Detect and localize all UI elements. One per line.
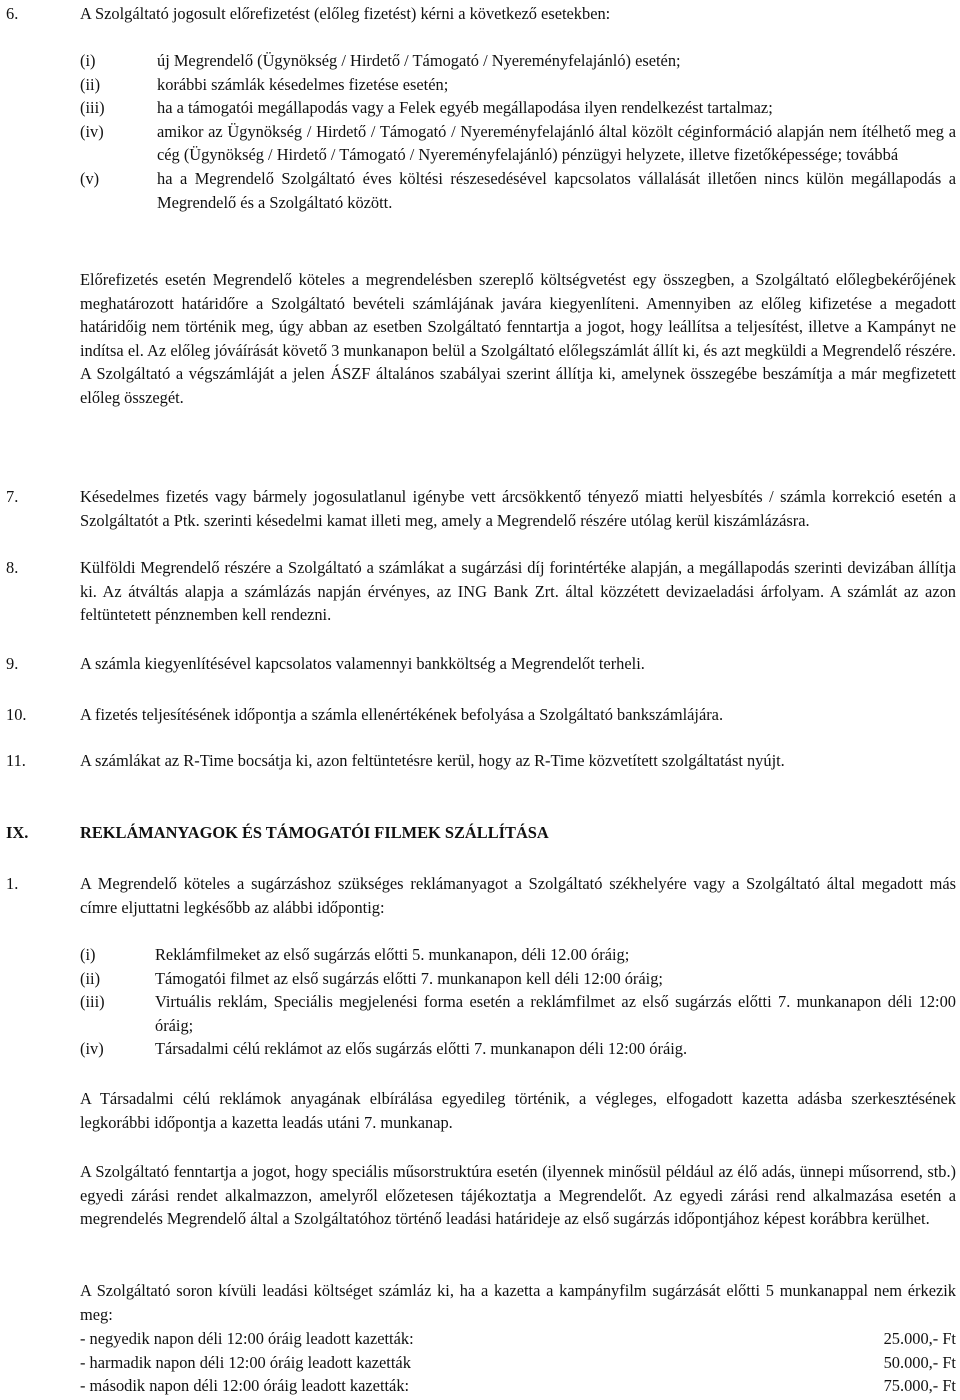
list-marker: (iii) (80, 992, 105, 1012)
section-number: 9. (6, 654, 19, 673)
list-item (80, 73, 956, 97)
section-number: 8. (6, 558, 19, 577)
fee-label: - negyedik napon déli 12:00 óráig leadott kazetták: (80, 1329, 414, 1348)
list-marker: (ii) (80, 74, 101, 94)
list-item-text: korábbi számlák késedelmes fizetése esetén; (157, 74, 449, 94)
list-marker: (iii) (80, 98, 105, 118)
list-item (80, 1037, 956, 1061)
fee-row (80, 1374, 956, 1398)
list-item (80, 967, 956, 991)
section-intro: A Megrendelő köteles a sugárzáshoz szükséges reklámanyagot a Szolgáltató székhelyére vagy a Szolgáltató által megadott más címre eljuttatni legkésőbb az alábbi időpontig: (80, 874, 956, 917)
section-text: A fizetés teljesítésének időpontja a számla ellenértékének befolyása a Szolgáltató bankszámlájára. (80, 705, 724, 724)
prepayment-paragraph: Előrefizetés esetén Megrendelő köteles a megrendelésben szereplő költségvetést egy összegben, a Szolgáltató előlegbekérőjének meghatározott határidőre a Szolgáltató bevételi számlájának javára kiegyenlíteni. Amennyiben az előleg kifizetése a megadott határidőig nem történik meg, úgy abban az esetben Szolgáltató fenntartja a jogot, hogy leállítsa a teljesítést, illetve a Kampányt ne indítsa el. Az előleg jóváírását követő 3 munkanapon belül a Szolgáltató előlegszámlát állít ki, és azt megküldi a Megrendelő részére. A Szolgáltató a végszámláját a jelen ÁSZF általános szabályai szerint állítja ki, amelynek összegébe beszámítja a már megfizetett előleg összegét. (80, 270, 956, 407)
list-item (80, 120, 956, 167)
list-marker: (iv) (80, 1039, 104, 1059)
list-item-text: új Megrendelő (Ügynökség / Hirdető / Támogató / Nyereményfelajánló) esetén; (157, 51, 681, 70)
list-item (80, 943, 956, 967)
fee-label: - harmadik napon déli 12:00 óráig leadott kazetták (80, 1352, 411, 1372)
list-item-text: ha a Megrendelő Szolgáltató éves költési részesedésével kapcsolatos vállalását illetően nincs külön megállapodás a Megrendelő és a Szolgáltató között. (157, 168, 956, 212)
section-text: A számlákat az R-Time bocsátja ki, azon feltüntetésre kerül, hogy az R-Time közvetített szolgáltatást nyújt. (80, 751, 785, 770)
delivery-deadline-list (80, 943, 956, 1061)
list-marker: (v) (80, 168, 100, 188)
section-number: 7. (6, 487, 19, 506)
list-item-text: Virtuális reklám, Speciális megjelenési forma esetén a reklámfilmet az első sugárzás előtti 7. munkanapon déli 12:00 óráig; (155, 992, 956, 1035)
list-item (80, 49, 956, 73)
fee-amount: 25.000,- Ft (883, 1329, 956, 1348)
fee-label: - második napon déli 12:00 óráig leadott kazetták: (80, 1376, 410, 1396)
section-text: Késedelmes fizetés vagy bármely jogosulatlanul igénybe vett árcsökkentő tényező miatti helyesbítés / számla korrekció esetén a Szolgáltatót a Ptk. szerinti késedelmi kamat illeti meg, amely a Megrendelő részére utólag kerül kiszámlázásra. (80, 487, 956, 530)
list-item (80, 167, 956, 214)
list-marker: (ii) (80, 968, 101, 988)
fee-amount: 50.000,- Ft (883, 1352, 956, 1372)
list-item-text: Reklámfilmeket az első sugárzás előtti 5. munkanapon, déli 12.00 óráig; (155, 945, 630, 964)
section-text: A számla kiegyenlítésével kapcsolatos valamennyi bankköltség a Megrendelőt terheli. (80, 654, 645, 673)
public-service-ad-paragraph: A Társadalmi célú reklámok anyagának elbírálása egyedileg történik, a végleges, elfogadott kazetta adásba szerkesztésének legkorábbi időpontja a kazetta leadás utáni 7. munkanap. (80, 1089, 956, 1132)
list-item-text: ha a támogatói megállapodás vagy a Felek egyéb megállapodása ilyen rendelkezést tartalmaz; (157, 98, 773, 118)
section-number: 10. (6, 705, 27, 724)
fee-list (80, 1327, 956, 1398)
chapter-number: IX. (6, 823, 29, 842)
section-intro: A Szolgáltató jogosult előrefizetést (előleg fizetést) kérni a következő esetekben: (80, 4, 611, 23)
list-item-text: Támogatói filmet az első sugárzás előtti 7. munkanapon kell déli 12:00 óráig; (155, 968, 663, 988)
list-item-text: Társadalmi célú reklámot az elős sugárzás előtti 7. munkanapon déli 12:00 óráig. (155, 1039, 688, 1059)
section-number: 6. (6, 4, 19, 23)
section-text: Külföldi Megrendelő részére a Szolgáltató a számlákat a sugárzási díj forintértéke alapján, a megállapodás szerinti devizában állítja ki. Az átváltás alapja a számlázás napján érvényes, az ING Bank Zrt. által közzétett devizaeladási árfolyam. A számlát az azon feltüntetett pénznemben kell rendezni. (80, 558, 956, 625)
list-item (80, 990, 956, 1037)
list-marker: (i) (80, 945, 96, 964)
list-marker: (iv) (80, 121, 104, 141)
list-item-text: amikor az Ügynökség / Hirdető / Támogató / Nyereményfelajánló által közölt céginformáció alapján nem ítélhető meg a cég (Ügynökség / Hirdető / Támogató / Nyereményfelajánló) pénzügyi helyzete, illetve fizetőképessége; továbbá (157, 121, 956, 165)
list-marker: (i) (80, 51, 96, 70)
list-item (80, 96, 956, 120)
fee-row (80, 1327, 956, 1351)
chapter-title: REKLÁMANYAGOK ÉS TÁMOGATÓI FILMEK SZÁLLÍTÁSA (80, 823, 549, 842)
special-schedule-paragraph: A Szolgáltató fenntartja a jogot, hogy speciális műsorstruktúra esetén (ilyennek minősül például az élő adás, ünnepi műsorrend, stb.) egyedi zárási rendet alkalmazzon, amelyről előzetesen tájékoztatja a Megrendelőt. Az egyedi zárási rend alkalmazása esetén a megrendelés Megrendelő által a Szolgáltatóhoz történő leadási határideje az első sugárzás időpontjához képest korábbra kerülhet. (80, 1162, 956, 1229)
section-number: 1. (6, 874, 19, 893)
fee-row (80, 1351, 956, 1375)
late-delivery-fee-paragraph: A Szolgáltató soron kívüli leadási költséget számláz ki, ha a kazetta a kampányfilm sugárzását előtti 5 munkanappal nem érkezik meg: (80, 1281, 956, 1324)
fee-amount: 75.000,- Ft (883, 1376, 956, 1396)
prepayment-case-list (80, 49, 956, 214)
section-number: 11. (6, 751, 26, 770)
